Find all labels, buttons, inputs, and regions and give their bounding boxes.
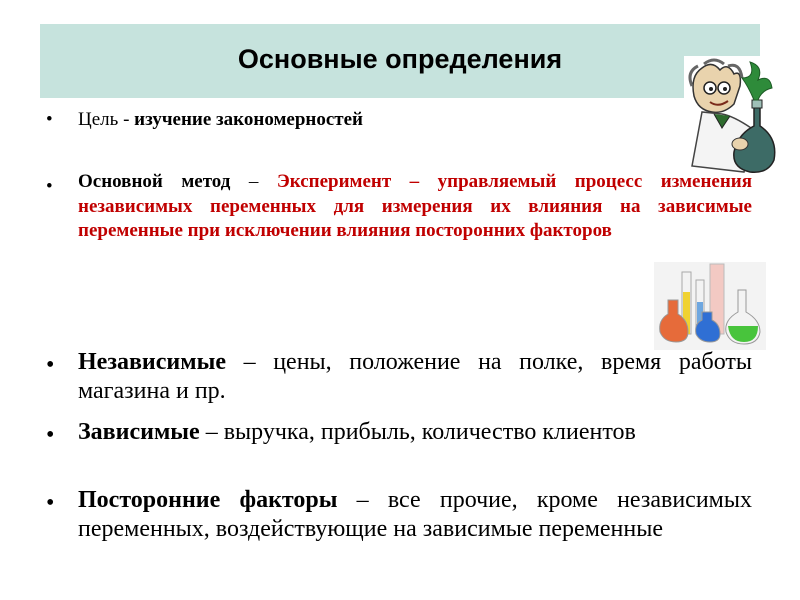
method-label: Основной метод [78, 171, 231, 192]
bullet-marker: • [46, 176, 53, 197]
dependent-paragraph [78, 418, 752, 447]
bullet-marker: • [46, 422, 55, 448]
title-bar [40, 24, 760, 98]
scientist-icon [684, 56, 780, 176]
goal-separator: - [118, 109, 135, 130]
method-separator: – [230, 171, 277, 192]
goal-line [78, 106, 363, 134]
method-definition: Эксперимент – управляемый процесс изменения независимых переменных для измерения их влияния на зависимые переменные при исключении влияния посторонних факторов [78, 171, 752, 241]
slide-title: Основные определения [237, 44, 563, 74]
dependent-text: – выручка, прибыль, количество клиентов [199, 419, 636, 445]
extraneous-term: Посторонние факторы [78, 487, 338, 513]
goal-value: изучение закономерностей [134, 109, 364, 130]
independent-text: – цены, положение на полке, время работы магазина и пр. [78, 349, 752, 404]
goal-label: Цель [78, 109, 119, 130]
extraneous-paragraph [78, 486, 752, 544]
independent-term: Независимые [78, 349, 226, 375]
method-paragraph [78, 170, 752, 244]
independent-paragraph [78, 348, 752, 406]
bullet-marker: • [46, 352, 55, 378]
bullet-marker: • [46, 109, 53, 130]
lab-flasks-icon [654, 262, 766, 350]
dependent-term: Зависимые [78, 419, 200, 445]
extraneous-text: – все прочие, кроме независимых переменных, воздействующие на зависимые переменные [78, 487, 752, 542]
bullet-marker: • [46, 490, 55, 516]
